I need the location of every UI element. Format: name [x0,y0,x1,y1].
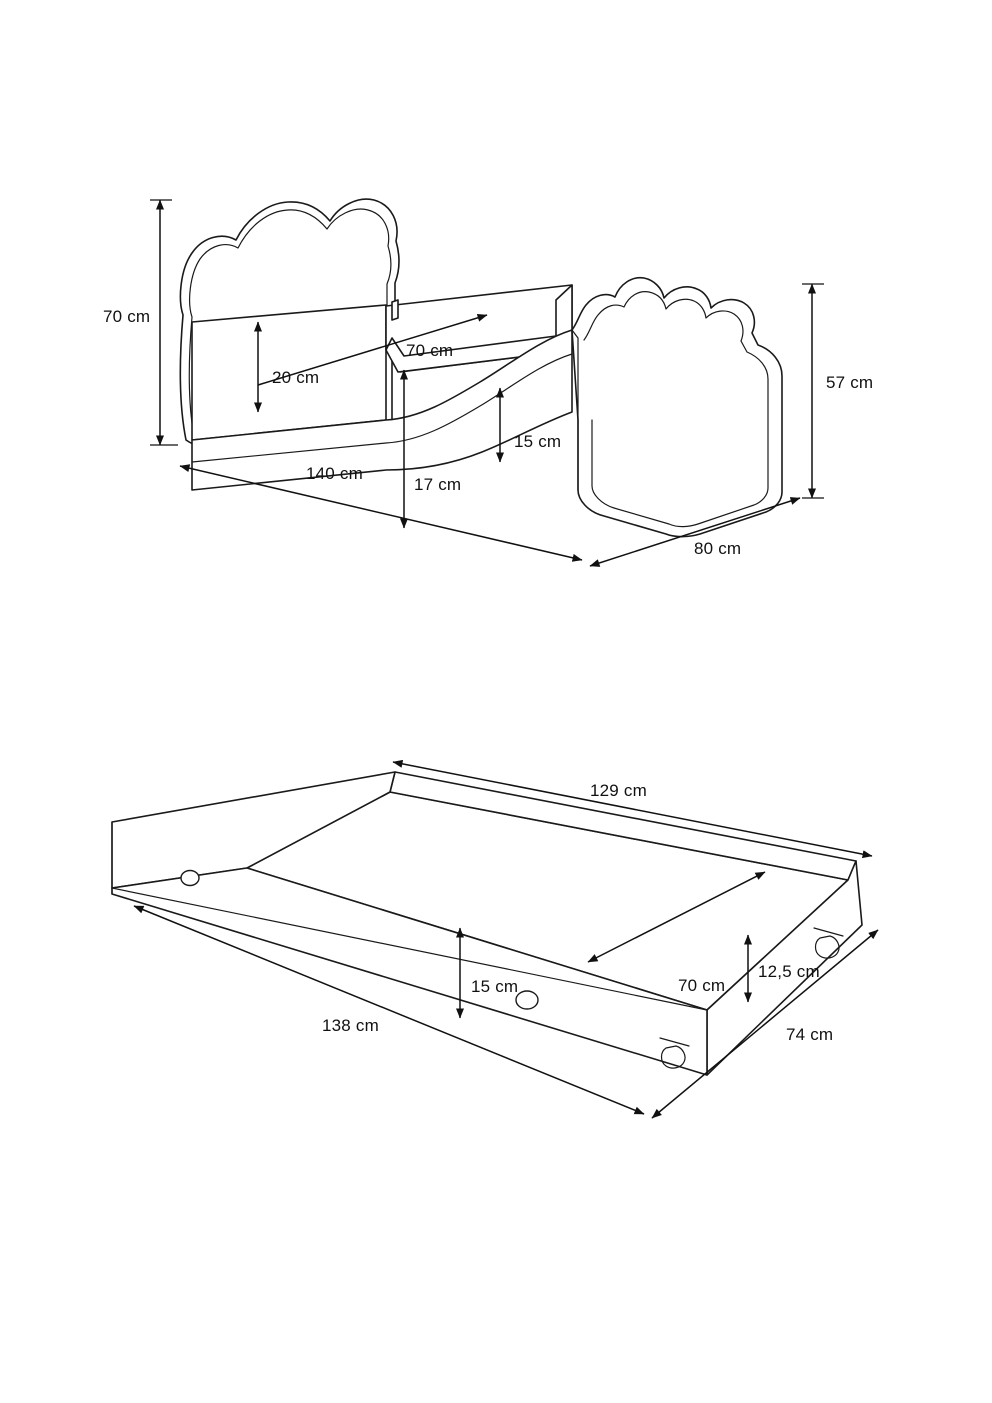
drawer-handle-hole [181,871,199,886]
dim-drawer-138-label: 138 cm [322,1016,379,1035]
dim-bed-length-140-label: 140 cm [306,464,363,483]
children-bed-figure [103,199,873,566]
dim-bed-width-80-label: 80 cm [694,539,742,558]
dim-drawer-129-label: 129 cm [590,781,647,800]
dim-drawer-74-label: 74 cm [786,1025,834,1044]
dim-drawer-70-label: 70 cm [678,976,726,995]
dim-bed-side-15-label: 15 cm [514,432,562,451]
dim-bed-mattress-70-label: 70 cm [406,341,454,360]
bed-back-rail [392,300,398,320]
dim-bed-height-70-label: 70 cm [103,307,151,326]
dim-bed-foot-57-label: 57 cm [826,373,874,392]
dim-bed-clearance-17-label: 17 cm [414,475,462,494]
bed-footboard-panel [572,278,782,537]
dim-bed-length-140-line [180,466,582,560]
drawer-handle-hole [516,991,538,1009]
dim-bed-rail-20-label: 20 cm [272,368,320,387]
dim-drawer-12-5-label: 12,5 cm [758,962,820,981]
under-bed-drawer-figure [112,762,878,1118]
dim-drawer-15-label: 15 cm [471,977,519,996]
